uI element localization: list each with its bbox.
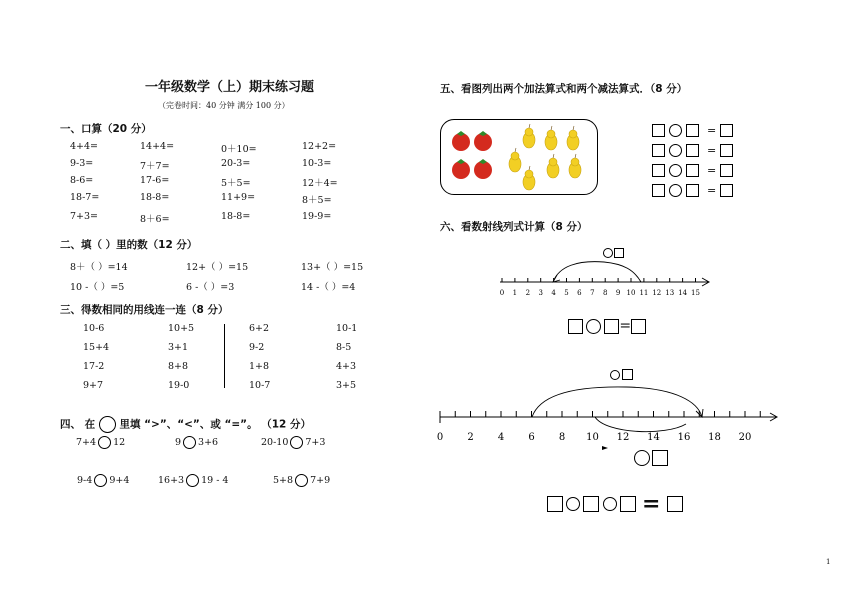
section-4-heading-post: 里填 “>”、“<”、或 “=”。 （12 分）: [119, 418, 312, 431]
square-blank-icon: [652, 164, 665, 177]
oral-calc-item: 5＋5=: [221, 178, 251, 189]
equals-sign: =: [641, 491, 661, 517]
fill-blank-item: 10 -（ ）=5: [70, 282, 125, 293]
equation-row: [652, 144, 733, 157]
circle-blank-icon: [669, 144, 682, 157]
square-blank-icon: [720, 124, 733, 137]
square-blank-icon: [620, 496, 636, 512]
tick-label: 1: [512, 289, 518, 297]
matching-divider: [224, 324, 225, 388]
square-blank-icon: [614, 248, 624, 258]
square-blank-icon: [667, 496, 683, 512]
section-1-heading: 一、口算（20 分）: [60, 123, 152, 135]
matching-expression: 19-0: [168, 380, 190, 391]
matching-expression: 17-2: [83, 361, 105, 372]
compare-right: 7+3: [305, 437, 326, 448]
tick-label: 8: [602, 289, 608, 297]
blank-pair-bottom: [634, 450, 668, 466]
tick-label: 16: [677, 432, 691, 443]
compare-item: [76, 436, 125, 449]
tick-label: 14: [678, 289, 688, 297]
equation-row: [652, 164, 733, 177]
pear-icon: [567, 126, 579, 150]
compare-left: 9: [175, 437, 182, 448]
pear-icon: [523, 124, 535, 148]
answer-row-1: [568, 318, 646, 334]
square-blank-icon: [547, 496, 563, 512]
circle-blank-icon: [669, 184, 682, 197]
oral-calc-item: 17-6=: [140, 175, 170, 186]
oral-calc-item: 18-8=: [221, 211, 251, 222]
circle-blank-icon: [94, 474, 107, 487]
fruit-picture: [441, 120, 599, 196]
compare-left: 16+3: [158, 475, 185, 486]
page-title: 一年级数学（上）期末练习题: [145, 80, 315, 95]
oral-calc-item: 4+4=: [70, 141, 99, 152]
matching-expression: 10-6: [83, 323, 105, 334]
matching-expression: 10-7: [249, 380, 271, 391]
compare-item: [77, 474, 129, 487]
circle-blank-icon: [603, 248, 613, 258]
square-blank-icon: [652, 184, 665, 197]
tick-label: 9: [615, 289, 621, 297]
fill-blank-item: 8＋（ ）=14: [70, 262, 128, 273]
fill-blank-item: 6 -（ ）=3: [186, 282, 235, 293]
matching-expression: 3+5: [336, 380, 357, 391]
oral-calc-item: 0＋10=: [221, 144, 257, 155]
pear-icon: [547, 154, 559, 178]
tick-label: 8: [558, 432, 566, 443]
circle-blank-icon: [99, 416, 116, 433]
matching-expression: 8+8: [168, 361, 189, 372]
matching-expression: 6+2: [249, 323, 270, 334]
square-blank-icon: [631, 319, 646, 334]
square-blank-icon: [652, 450, 668, 466]
square-blank-icon: [686, 164, 699, 177]
equals-sign: =: [619, 318, 632, 334]
tick-label: 2: [467, 432, 474, 443]
oral-calc-item: 8＋5=: [302, 195, 332, 206]
tick-label: 4: [551, 289, 556, 297]
compare-item: [175, 436, 218, 449]
blank-pair-top: [603, 247, 624, 258]
answer-row-2: [547, 491, 683, 517]
oral-calc-item: 14+4=: [140, 141, 175, 152]
oral-calc-item: 11+9=: [221, 192, 256, 203]
square-blank-icon: [686, 184, 699, 197]
circle-blank-icon: [669, 124, 682, 137]
page-number: 1: [826, 558, 831, 566]
tick-label: 15: [691, 289, 700, 297]
section-4-heading-pre: 四、 在: [60, 418, 96, 431]
compare-right: 9+4: [109, 475, 130, 486]
oral-calc-item: 10-3=: [302, 158, 332, 169]
matching-expression: 9+7: [83, 380, 104, 391]
square-blank-icon: [568, 319, 583, 334]
tick-label: 20: [738, 432, 752, 443]
fruit-picture-frame: [440, 119, 598, 195]
section-5-heading: 五、看图列出两个加法算式和两个减法算式．（8 分）: [440, 83, 688, 95]
tick-label: 0: [499, 289, 505, 297]
oral-calc-item: 19-9=: [302, 211, 332, 222]
tick-label: 13: [665, 289, 675, 297]
compare-left: 20-10: [261, 437, 289, 448]
compare-right: 3+6: [198, 437, 219, 448]
square-blank-icon: [720, 164, 733, 177]
matching-expression: 10+5: [168, 323, 195, 334]
matching-expression: 3+1: [168, 342, 189, 353]
circle-blank-icon: [586, 319, 601, 334]
fill-blank-item: 13+（ ）=15: [301, 262, 364, 273]
page-subtitle: （完卷时间：40 分钟 满分 100 分）: [158, 101, 290, 110]
matching-expression: 9-2: [249, 342, 265, 353]
fill-blank-item: 12+（ ）=15: [186, 262, 249, 273]
pear-icon: [523, 166, 535, 190]
pear-icons: [509, 124, 581, 190]
compare-left: 9-4: [77, 475, 93, 486]
equation-row: [652, 184, 733, 197]
compare-item: [158, 474, 228, 487]
pear-icon: [509, 148, 521, 172]
circle-blank-icon: [98, 436, 111, 449]
equals-sign: =: [707, 144, 717, 157]
tick-label: 10: [586, 432, 599, 443]
circle-blank-icon: [603, 497, 617, 511]
tick-label: 6: [528, 432, 535, 443]
tick-label: 11: [639, 289, 649, 297]
matching-expression: 15+4: [83, 342, 110, 353]
tick-label: 7: [590, 289, 595, 297]
tick-label: 2: [525, 289, 531, 297]
compare-right: 12: [113, 437, 126, 448]
oral-calc-item: 12+2=: [302, 141, 337, 152]
oral-calc-item: 20-3=: [221, 158, 251, 169]
tick-label: 0: [436, 432, 444, 443]
square-blank-icon: [604, 319, 619, 334]
tick-label: 12: [616, 432, 630, 443]
equals-sign: =: [707, 124, 717, 137]
tomato-icon: [474, 159, 492, 179]
oral-calc-item: 18-7=: [70, 192, 100, 203]
square-blank-icon: [720, 184, 733, 197]
circle-blank-icon: [669, 164, 682, 177]
pear-icon: [569, 154, 581, 178]
oral-calc-item: 8＋6=: [140, 214, 170, 225]
section-2-heading: 二、填（ ）里的数（12 分）: [60, 239, 198, 251]
square-blank-icon: [652, 124, 665, 137]
tick-label: 6: [577, 289, 582, 297]
compare-right: 7+9: [310, 475, 331, 486]
matching-expression: 10-1: [336, 323, 358, 334]
equals-sign: =: [707, 164, 717, 177]
circle-blank-icon: [566, 497, 580, 511]
tomato-icon: [474, 131, 492, 151]
tick-label: 10: [626, 289, 636, 297]
square-blank-icon: [686, 124, 699, 137]
tomato-icon: [452, 131, 470, 151]
circle-blank-icon: [186, 474, 199, 487]
tick-label: 12: [652, 289, 662, 297]
square-blank-icon: [720, 144, 733, 157]
fill-blank-item: 14 -（ ）=4: [301, 282, 356, 293]
square-blank-icon: [652, 144, 665, 157]
tick-label: 5: [564, 289, 569, 297]
tick-label: 18: [708, 432, 721, 443]
compare-left: 7+4: [76, 437, 97, 448]
oral-calc-item: 8-6=: [70, 175, 94, 186]
tick-label: 4: [497, 432, 505, 443]
square-blank-icon: [686, 144, 699, 157]
circle-blank-icon: [183, 436, 196, 449]
section-6-heading: 六、看数射线列式计算（8 分）: [440, 221, 588, 233]
number-line-1: [496, 262, 716, 302]
oral-calc-item: 7+3=: [70, 211, 99, 222]
circle-blank-icon: [290, 436, 303, 449]
matching-expression: 1+8: [249, 361, 270, 372]
compare-item: [261, 436, 325, 449]
compare-left: 5+8: [273, 475, 294, 486]
pear-icon: [545, 126, 557, 150]
blank-pair-mid: [610, 369, 633, 380]
circle-blank-icon: [295, 474, 308, 487]
oral-calc-item: 9-3=: [70, 158, 94, 169]
compare-item: [273, 474, 330, 487]
tick-label: 14: [647, 432, 660, 443]
section-4-heading: [60, 416, 311, 433]
square-blank-icon: [622, 369, 633, 380]
tomato-icons: [452, 131, 492, 179]
square-blank-icon: [583, 496, 599, 512]
equation-row: [652, 124, 733, 137]
oral-calc-item: 12＋4=: [302, 178, 338, 189]
tick-label: 3: [538, 289, 543, 297]
oral-calc-item: 7＋7=: [140, 161, 170, 172]
number-line-2: [436, 384, 786, 454]
compare-right: 19 - 4: [201, 475, 229, 486]
equals-sign: =: [707, 184, 717, 197]
section-3-heading: 三、得数相同的用线连一连（8 分）: [60, 304, 229, 316]
matching-expression: 4+3: [336, 361, 357, 372]
tomato-icon: [452, 159, 470, 179]
circle-blank-icon: [634, 450, 650, 466]
circle-blank-icon: [610, 370, 620, 380]
matching-expression: 8-5: [336, 342, 352, 353]
oral-calc-item: 18-8=: [140, 192, 170, 203]
